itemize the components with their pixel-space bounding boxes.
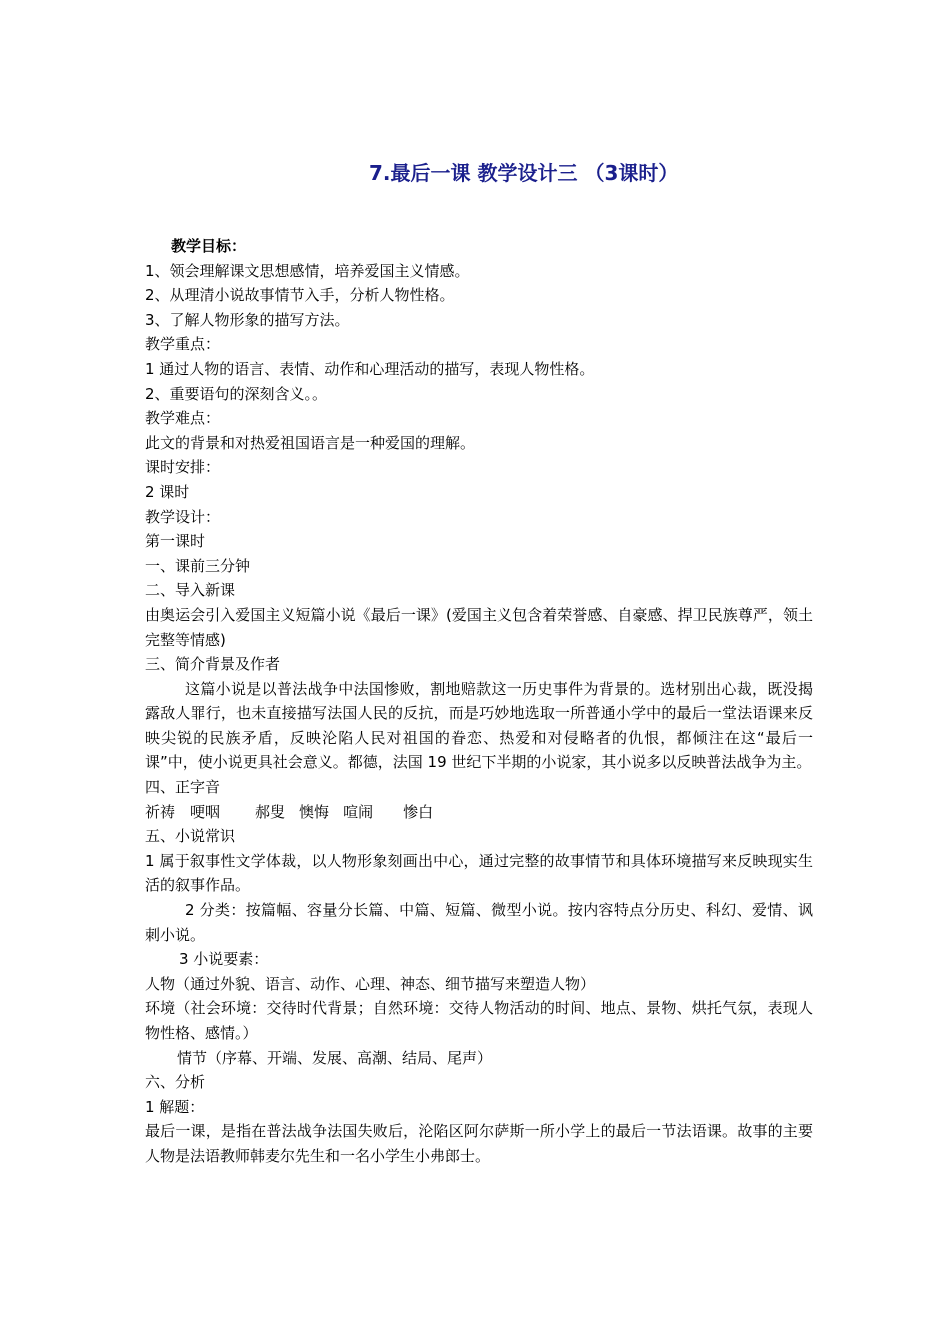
pronunciation-words bbox=[145, 800, 813, 825]
word-1: 祈祷 bbox=[145, 802, 176, 821]
schedule-value: 2 课时 bbox=[145, 482, 190, 501]
section-5-item-3: 3 小说要素： bbox=[179, 950, 269, 969]
key-point-2: 2、重要语句的深刻含义。。 bbox=[145, 384, 328, 403]
word-4: 懊悔 bbox=[299, 802, 330, 821]
objective-1: 1、领会理解课文思想感情，培养爱国主义情感。 bbox=[145, 261, 470, 280]
section-1-heading: 一、课前三分钟 bbox=[145, 556, 251, 575]
section-5-item-2: 2 分类：按篇幅、容量分长篇、中篇、短篇、微型小说。按内容特点分历史、科幻、爱情、讽刺小说。 bbox=[145, 901, 813, 944]
design-heading: 教学设计： bbox=[145, 507, 221, 526]
schedule-heading: 课时安排： bbox=[145, 458, 221, 477]
objective-3: 3、了解人物形象的描写方法。 bbox=[145, 310, 350, 329]
word-3: 郝叟 bbox=[255, 802, 286, 821]
objectives-heading: 教学目标： bbox=[171, 237, 247, 255]
element-plot: 情节（序幕、开端、发展、高潮、结局、尾声） bbox=[177, 1048, 493, 1067]
section-5-item-1: 1 属于叙事性文学体裁，以人物形象刻画出中心，通过完整的故事情节和具体环境描写来反映现实生活的叙事作品。 bbox=[145, 851, 813, 895]
word-6: 惨白 bbox=[403, 802, 434, 821]
key-points-heading: 教学重点： bbox=[145, 335, 221, 354]
word-5: 喧闹 bbox=[343, 802, 374, 821]
section-6-text: 最后一课，是指在普法战争法国失败后，沦陷区阿尔萨斯一所小学上的最后一节法语课。故事的主要人物是法语教师韩麦尔先生和一名小学生小弗郎士。 bbox=[145, 1122, 813, 1165]
objective-2: 2、从理清小说故事情节入手，分析人物性格。 bbox=[145, 286, 455, 305]
section-3-heading: 三、简介背景及作者 bbox=[145, 655, 281, 674]
lesson-1-heading: 第一课时 bbox=[145, 532, 206, 551]
section-3-text: 这篇小说是以普法战争中法国惨败，割地赔款这一历史事件为背景的。选材别出心裁，既没揭露敌人罪行，也未直接描写法国人民的反抗，而是巧妙地选取一所普通小学中的最后一堂法语课来反映尖锐的民族矛盾，反映沦陷人民对祖国的眷恋、热爱和对侵略者的仇恨，都倾注在这“最后一课”中，使小说更具社会意义。都德，法国 19 世纪下半期的小说家，其小说多以反映普法战争为主。 bbox=[145, 679, 813, 772]
section-2-text: 由奥运会引入爱国主义短篇小说《最后一课》(爱国主义包含着荣誉感、自豪感、捍卫民族尊严，领土完整等情感) bbox=[145, 605, 813, 649]
difficulty-1: 此文的背景和对热爱祖国语言是一种爱国的理解。 bbox=[145, 433, 476, 452]
document-title: 7.最后一课 教学设计三 （3课时） bbox=[369, 161, 679, 185]
element-person: 人物（通过外貌、语言、动作、心理、神态、细节描写来塑造人物） bbox=[145, 974, 596, 993]
section-5-heading: 五、小说常识 bbox=[145, 827, 236, 846]
section-6-heading: 六、分析 bbox=[145, 1073, 206, 1092]
section-2-heading: 二、导入新课 bbox=[145, 581, 236, 600]
key-point-1: 1 通过人物的语言、表情、动作和心理活动的描写，表现人物性格。 bbox=[145, 359, 595, 378]
section-6-item-1: 1 解题： bbox=[145, 1097, 205, 1116]
difficulty-heading: 教学难点： bbox=[145, 409, 221, 428]
element-environment: 环境（社会环境：交待时代背景；自然环境：交待人物活动的时间、地点、景物、烘托气氛，表现人物性格、感情。） bbox=[145, 999, 813, 1042]
section-4-heading: 四、正字音 bbox=[145, 778, 221, 797]
document-body bbox=[145, 234, 813, 1169]
word-2: 哽咽 bbox=[190, 802, 221, 821]
